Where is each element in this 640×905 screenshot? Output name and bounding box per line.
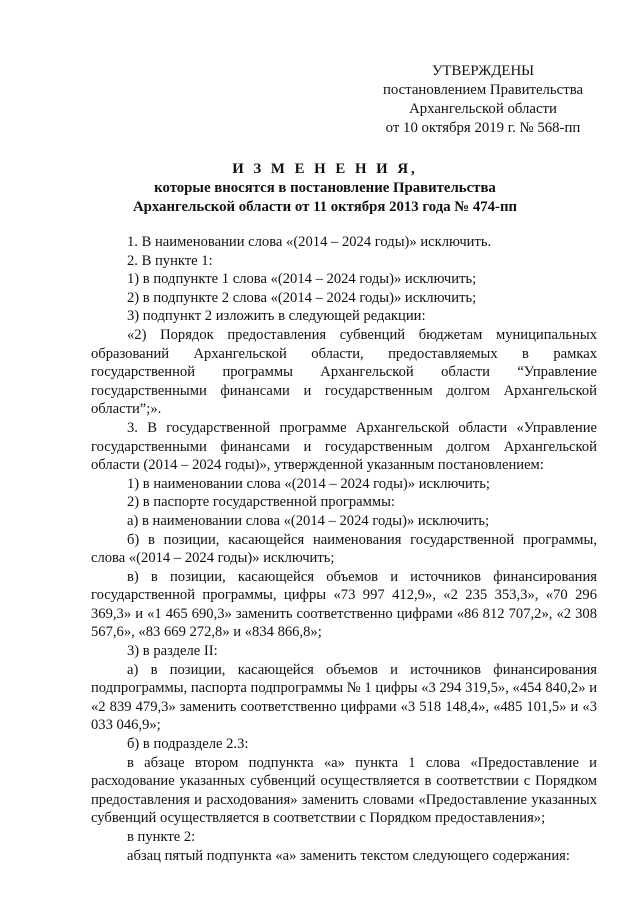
heading-title: И З М Е Н Е Н И Я, [232, 161, 418, 177]
paragraph: 3) подпункт 2 изложить в следующей редакции: [127, 308, 426, 325]
document-body [91, 233, 597, 865]
document-heading [40, 160, 610, 217]
paragraph: абзац пятый подпункта «а» заменить текстом следующего содержания: [127, 847, 570, 864]
paragraph: 1) в наименовании слова «(2014 – 2024 годы)» исключить; [127, 475, 490, 492]
paragraph: в) в позиции, касающейся объемов и источников финансирования государственной программы, цифры «73 997 412,9», «2 235 353,3», «70 296 369,3» и «1 465 690,3» заменить соответственно цифрами «86 812 707,2», «2 308 567,6», «83 669 272,8» и «834 866,8»; [91, 568, 597, 641]
heading-line-1: которые вносятся в постановление Правительства [154, 180, 496, 196]
approval-stamp [360, 62, 606, 138]
paragraph: 1. В наименовании слова «(2014 – 2024 годы)» исключить. [127, 234, 492, 250]
paragraph: б) в подразделе 2.3: [127, 736, 249, 753]
approval-line-2: Архангельской области [409, 101, 557, 117]
paragraph: а) в наименовании слова «(2014 – 2024 годы)» исключить; [127, 512, 490, 529]
approval-line-1: постановлением Правительства [382, 82, 584, 98]
paragraph: 1) в подпункте 1 слова «(2014 – 2024 годы)» исключить; [127, 271, 477, 288]
paragraph: 3. В государственной программе Архангельской области «Управление государственными финансами и государственным долгом Архангельской области (2014 – 2024 годы)», утвержденной указанным постановлением: [91, 419, 597, 474]
paragraph: 2) в подпункте 2 слова «(2014 – 2024 годы)» исключить; [127, 289, 477, 306]
paragraph: 2. В пункте 1: [127, 252, 213, 269]
approval-line-3: от 10 октября 2019 г. № 568-пп [385, 120, 581, 136]
paragraph: 3) в разделе II: [127, 643, 218, 660]
paragraph: а) в позиции, касающейся объемов и источников финансирования подпрограммы, паспорта подпрограммы № 1 цифры «3 294 319,5», «454 840,2» и «2 839 479,3» заменить соответственно цифрами «3 518 148,4», «485 101,5» и «3 033 046,9»; [91, 661, 597, 734]
heading-line-2: Архангельской области от 11 октября 2013 года № 474-пп [132, 199, 518, 215]
approval-title: УТВЕРЖДЕНЫ [431, 63, 535, 79]
paragraph: «2) Порядок предоставления субвенций бюджетам муниципальных образований Архангельской области, предоставляемых в рамках государственной программы Архангельской области “Управление государственными финансами и государственным долгом Архангельской области”;». [91, 326, 597, 418]
paragraph: в абзаце втором подпункта «а» пункта 1 слова «Предоставление и расходование указанных субвенций осуществляется в соответствии с Порядком предоставления и расходования» заменить словами «Предоставление указанных субвенций осуществляется в соответствии с Порядком предоставления»; [91, 754, 597, 827]
paragraph: в пункте 2: [127, 829, 196, 845]
paragraph: б) в позиции, касающейся наименования государственной программы, слова «(2014 – 2024 годы)» исключить; [91, 531, 597, 567]
paragraph: 2) в паспорте государственной программы: [127, 494, 395, 511]
